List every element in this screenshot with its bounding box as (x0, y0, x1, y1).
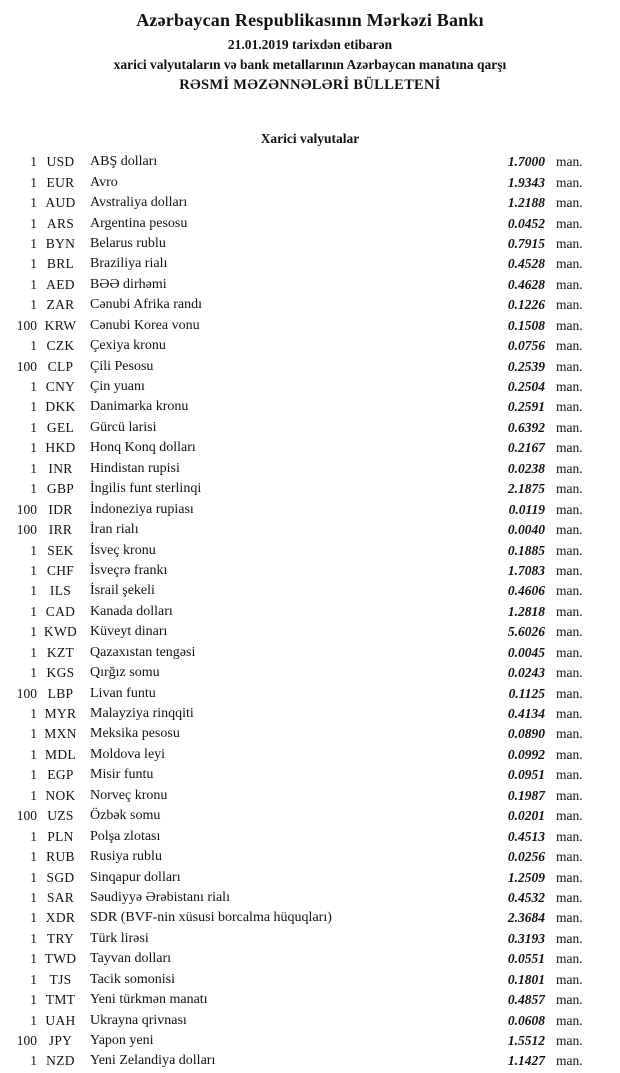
rate-value: 0.0119 (508, 501, 545, 517)
currency-name: Çexiya kronu (90, 338, 166, 354)
currency-code: SGD (46, 869, 75, 885)
table-row (0, 397, 620, 417)
currency-name: Norveç kronu (90, 787, 168, 803)
rate-value: 0.0992 (507, 746, 545, 762)
currency-code: DKK (45, 399, 76, 415)
unit-label: man. (556, 358, 583, 374)
unit-label: man. (556, 338, 583, 354)
rate-value: 0.2591 (507, 399, 545, 415)
table-row (0, 888, 620, 908)
rate-value: 1.5512 (507, 1033, 545, 1049)
rate-value: 1.7083 (507, 562, 545, 578)
currency-name: Cənubi Afrika randı (90, 297, 202, 313)
table-row (0, 663, 620, 683)
table-row (0, 622, 620, 642)
unit-label: man. (556, 522, 583, 538)
rate-value: 0.0551 (507, 951, 545, 967)
nominal-value: 1 (30, 562, 37, 578)
table-row (0, 295, 620, 315)
table-row (0, 418, 620, 438)
nominal-value: 1 (30, 379, 37, 395)
unit-label: man. (556, 460, 583, 476)
currency-code: AUD (45, 195, 76, 211)
currency-code: IDR (48, 501, 73, 517)
rate-value: 0.0238 (507, 460, 545, 476)
table-row (0, 275, 620, 295)
nominal-value: 1 (30, 195, 37, 211)
currency-name: Malayziya rinqqiti (90, 706, 194, 722)
rate-value: 0.0951 (507, 767, 545, 783)
currency-code: SAR (46, 889, 75, 905)
currency-code: EGP (47, 767, 74, 783)
table-row (0, 377, 620, 397)
table-row (0, 459, 620, 479)
currency-code: TRY (46, 930, 75, 946)
rate-value: 0.0045 (507, 644, 545, 660)
currency-name: BƏƏ dirhəmi (90, 276, 167, 292)
unit-label: man. (556, 583, 583, 599)
table-row (0, 704, 620, 724)
nominal-value: 1 (30, 869, 37, 885)
currency-code: AED (46, 276, 75, 292)
rate-value: 0.2167 (507, 440, 545, 456)
table-row (0, 745, 620, 765)
rate-value: 0.6392 (507, 419, 545, 435)
unit-label: man. (556, 992, 583, 1008)
rate-value: 0.0201 (507, 808, 545, 824)
currency-name: Çin yuanı (90, 379, 145, 395)
currency-name: Tayvan dolları (90, 951, 172, 967)
nominal-value: 1 (30, 154, 37, 170)
rate-value: 0.1885 (507, 542, 545, 558)
rate-value: 0.0756 (507, 338, 545, 354)
rate-value: 0.7915 (507, 235, 545, 251)
nominal-value: 1 (30, 889, 37, 905)
currency-name: Livan funtu (90, 685, 156, 701)
currency-name: Avro (90, 174, 118, 190)
table-row (0, 806, 620, 826)
currency-name: Tacik somonisi (90, 971, 175, 987)
nominal-value: 1 (30, 644, 37, 660)
rate-value: 2.1875 (507, 481, 545, 497)
currency-name: İsrail şekeli (90, 583, 155, 599)
currency-code: PLN (47, 828, 74, 844)
currency-code: IRR (48, 522, 73, 538)
nominal-value: 1 (30, 767, 37, 783)
currency-code: KGS (46, 665, 75, 681)
currency-name: Danimarka kronu (90, 399, 189, 415)
table-row (0, 520, 620, 540)
nominal-value: 1 (30, 419, 37, 435)
currency-code: TWD (44, 951, 77, 967)
currency-code: SEK (47, 542, 74, 558)
rate-value: 0.0040 (507, 522, 545, 538)
unit-label: man. (556, 665, 583, 681)
currency-code: NOK (45, 787, 76, 803)
nominal-value: 1 (30, 951, 37, 967)
unit-label: man. (556, 1033, 583, 1049)
currency-name: Səudiyyə Ərəbistanı rialı (90, 889, 230, 905)
currency-code: CHF (46, 562, 75, 578)
unit-label: man. (556, 174, 583, 190)
bulletin-subtitle: xarici valyutaların və bank metallarının Azərbaycan manatına qarşı (113, 57, 507, 72)
rate-value: 1.2818 (507, 603, 545, 619)
unit-label: man. (556, 1012, 583, 1028)
table-row (0, 683, 620, 703)
rate-value: 0.4513 (507, 828, 545, 844)
rate-value: 1.9343 (507, 174, 545, 190)
currency-code: KWD (43, 624, 78, 640)
nominal-value: 1 (30, 603, 37, 619)
unit-label: man. (556, 440, 583, 456)
nominal-value: 1 (30, 746, 37, 762)
nominal-value: 1 (30, 235, 37, 251)
currency-code: MYR (44, 706, 77, 722)
unit-label: man. (556, 910, 583, 926)
rate-value: 1.7000 (507, 154, 545, 170)
rate-value: 0.2504 (507, 379, 545, 395)
rate-value: 1.2188 (507, 195, 545, 211)
currency-name: İsveçrə frankı (90, 562, 168, 578)
nominal-value: 100 (16, 685, 37, 701)
currency-name: Cənubi Korea vonu (90, 317, 200, 333)
currency-code: ILS (49, 583, 72, 599)
nominal-value: 1 (30, 481, 37, 497)
currency-name: Honq Konq dolları (90, 440, 196, 456)
currency-code: UZS (47, 808, 74, 824)
rate-value: 1.2509 (507, 869, 545, 885)
unit-label: man. (556, 501, 583, 517)
unit-label: man. (556, 215, 583, 231)
table-row (0, 908, 620, 928)
currency-code: BYN (45, 235, 76, 251)
currency-name: Misir funtu (90, 767, 154, 783)
rate-value: 0.1508 (507, 317, 545, 333)
currency-code: NZD (46, 1053, 75, 1069)
currency-name: Argentina pesosu (90, 215, 188, 231)
nominal-value: 100 (16, 358, 37, 374)
unit-label: man. (556, 154, 583, 170)
currency-name: Sinqapur dolları (90, 869, 181, 885)
unit-label: man. (556, 195, 583, 211)
nominal-value: 1 (30, 338, 37, 354)
section-title-foreign-currencies: Xarici valyutalar (260, 131, 360, 146)
unit-label: man. (556, 419, 583, 435)
unit-label: man. (556, 706, 583, 722)
currency-code: XDR (45, 910, 76, 926)
rate-value: 0.3193 (507, 930, 545, 946)
currency-name: Yeni türkmən manatı (90, 992, 208, 1008)
table-row (0, 847, 620, 867)
rate-value: 0.2539 (507, 358, 545, 374)
nominal-value: 1 (30, 992, 37, 1008)
currency-code: CZK (46, 338, 75, 354)
table-row (0, 234, 620, 254)
currency-name: Hindistan rupisi (90, 460, 180, 476)
currency-code: MXN (44, 726, 77, 742)
nominal-value: 1 (30, 583, 37, 599)
page-title: Azərbaycan Respublikasının Mərkəzi Bankı (136, 10, 484, 30)
currency-code: EUR (46, 174, 75, 190)
currency-name: Kanada dolları (90, 603, 173, 619)
table-row (0, 540, 620, 560)
currency-code: LBP (47, 685, 74, 701)
currency-name: Gürcü larisi (90, 419, 157, 435)
table-row (0, 990, 620, 1010)
currency-code: CLP (47, 358, 74, 374)
nominal-value: 100 (16, 1033, 37, 1049)
currency-name: Yapon yeni (90, 1033, 154, 1049)
rate-value: 0.0256 (507, 849, 545, 865)
currency-name: Rusiya rublu (90, 849, 162, 865)
nominal-value: 1 (30, 276, 37, 292)
rate-value: 0.4857 (507, 992, 545, 1008)
rate-value: 0.1125 (508, 685, 545, 701)
currency-name: İngilis funt sterlinqi (90, 481, 202, 497)
nominal-value: 1 (30, 726, 37, 742)
table-row (0, 949, 620, 969)
currency-name: Yeni Zelandiya dolları (90, 1053, 216, 1069)
unit-label: man. (556, 317, 583, 333)
currency-code: INR (48, 460, 73, 476)
unit-label: man. (556, 787, 583, 803)
currency-name: Özbək somu (90, 808, 161, 824)
nominal-value: 1 (30, 297, 37, 313)
currency-code: ARS (46, 215, 75, 231)
currency-name: Meksika pesosu (90, 726, 180, 742)
table-row (0, 316, 620, 336)
nominal-value: 1 (30, 706, 37, 722)
currency-name: Braziliya rialı (90, 256, 168, 272)
unit-label: man. (556, 235, 583, 251)
unit-label: man. (556, 930, 583, 946)
rates-table (0, 152, 620, 1072)
currency-name: İsveç kronu (90, 542, 156, 558)
currency-name: Çili Pesosu (90, 358, 154, 374)
unit-label: man. (556, 624, 583, 640)
unit-label: man. (556, 297, 583, 313)
currency-name: SDR (BVF-nin xüsusi borcalma hüquqları) (90, 910, 332, 926)
currency-code: GBP (46, 481, 75, 497)
nominal-value: 1 (30, 542, 37, 558)
table-row (0, 172, 620, 192)
effective-date-line: 21.01.2019 tarixdən etibarən (227, 37, 393, 52)
rate-value: 0.1987 (507, 787, 545, 803)
rate-value: 0.4606 (507, 583, 545, 599)
currency-code: CNY (45, 379, 76, 395)
table-row (0, 765, 620, 785)
rate-value: 1.1427 (507, 1053, 545, 1069)
unit-label: man. (556, 276, 583, 292)
rate-value: 0.0452 (507, 215, 545, 231)
unit-label: man. (556, 685, 583, 701)
currency-code: KZT (46, 644, 75, 660)
table-row (0, 438, 620, 458)
unit-label: man. (556, 971, 583, 987)
currency-name: İran rialı (90, 522, 139, 538)
unit-label: man. (556, 808, 583, 824)
unit-label: man. (556, 542, 583, 558)
nominal-value: 100 (16, 522, 37, 538)
table-row (0, 1031, 620, 1051)
nominal-value: 1 (30, 460, 37, 476)
nominal-value: 1 (30, 971, 37, 987)
table-row (0, 499, 620, 519)
table-row (0, 479, 620, 499)
table-row (0, 1051, 620, 1071)
unit-label: man. (556, 481, 583, 497)
currency-code: JPY (48, 1033, 73, 1049)
unit-label: man. (556, 746, 583, 762)
unit-label: man. (556, 869, 583, 885)
table-row (0, 724, 620, 744)
currency-code: CAD (45, 603, 76, 619)
rate-value: 0.0608 (507, 1012, 545, 1028)
currency-code: USD (46, 154, 75, 170)
table-row (0, 193, 620, 213)
currency-name: Küveyt dinarı (90, 624, 168, 640)
currency-code: RUB (46, 849, 75, 865)
rate-value: 0.1226 (507, 297, 545, 313)
nominal-value: 100 (16, 808, 37, 824)
nominal-value: 1 (30, 930, 37, 946)
nominal-value: 1 (30, 1053, 37, 1069)
unit-label: man. (556, 644, 583, 660)
nominal-value: 1 (30, 174, 37, 190)
currency-name: Qazaxıstan tengəsi (90, 644, 196, 660)
bulletin-title: RƏSMİ MƏZƏNNƏLƏRİ BÜLLETENİ (179, 77, 441, 93)
nominal-value: 1 (30, 665, 37, 681)
table-row (0, 929, 620, 949)
table-row (0, 254, 620, 274)
currency-code: HKD (45, 440, 76, 456)
currency-code: UAH (45, 1012, 76, 1028)
currency-name: İndoneziya rupiası (90, 501, 194, 517)
nominal-value: 1 (30, 787, 37, 803)
currency-name: Qırğız somu (90, 665, 160, 681)
table-row (0, 643, 620, 663)
table-row (0, 336, 620, 356)
currency-code: GEL (46, 419, 75, 435)
nominal-value: 1 (30, 399, 37, 415)
currency-code: MDL (45, 746, 76, 762)
unit-label: man. (556, 399, 583, 415)
currency-code: ZAR (46, 297, 75, 313)
unit-label: man. (556, 767, 583, 783)
rate-value: 0.1801 (507, 971, 545, 987)
currency-name: Moldova leyi (90, 746, 166, 762)
nominal-value: 1 (30, 849, 37, 865)
nominal-value: 1 (30, 440, 37, 456)
table-row (0, 970, 620, 990)
table-row (0, 356, 620, 376)
unit-label: man. (556, 726, 583, 742)
currency-name: ABŞ dolları (90, 154, 158, 170)
currency-name: Türk lirəsi (90, 930, 149, 946)
nominal-value: 100 (16, 317, 37, 333)
unit-label: man. (556, 603, 583, 619)
table-row (0, 826, 620, 846)
rate-value: 5.6026 (507, 624, 545, 640)
rate-value: 0.4532 (507, 889, 545, 905)
currency-name: Belarus rublu (90, 235, 166, 251)
currency-code: KRW (44, 317, 77, 333)
table-row (0, 581, 620, 601)
unit-label: man. (556, 951, 583, 967)
table-row (0, 213, 620, 233)
table-row (0, 1010, 620, 1030)
unit-label: man. (556, 562, 583, 578)
table-row (0, 867, 620, 887)
currency-name: Ukrayna qrivnası (90, 1012, 187, 1028)
rate-value: 0.4134 (507, 706, 545, 722)
currency-name: Polşa zlotası (90, 828, 161, 844)
table-row (0, 602, 620, 622)
currency-code: TMT (45, 992, 76, 1008)
nominal-value: 1 (30, 624, 37, 640)
nominal-value: 1 (30, 910, 37, 926)
unit-label: man. (556, 1053, 583, 1069)
rate-value: 0.4628 (507, 276, 545, 292)
unit-label: man. (556, 379, 583, 395)
currency-name: Avstraliya dolları (90, 195, 188, 211)
nominal-value: 1 (30, 256, 37, 272)
nominal-value: 1 (30, 215, 37, 231)
nominal-value: 100 (16, 501, 37, 517)
rate-value: 0.4528 (507, 256, 545, 272)
rate-value: 0.0243 (507, 665, 545, 681)
table-row (0, 152, 620, 172)
unit-label: man. (556, 889, 583, 905)
unit-label: man. (556, 256, 583, 272)
table-row (0, 561, 620, 581)
unit-label: man. (556, 849, 583, 865)
rate-value: 2.3684 (507, 910, 545, 926)
table-row (0, 786, 620, 806)
currency-code: BRL (46, 256, 75, 272)
unit-label: man. (556, 828, 583, 844)
currency-code: TJS (49, 971, 72, 987)
nominal-value: 1 (30, 1012, 37, 1028)
nominal-value: 1 (30, 828, 37, 844)
rate-value: 0.0890 (507, 726, 545, 742)
